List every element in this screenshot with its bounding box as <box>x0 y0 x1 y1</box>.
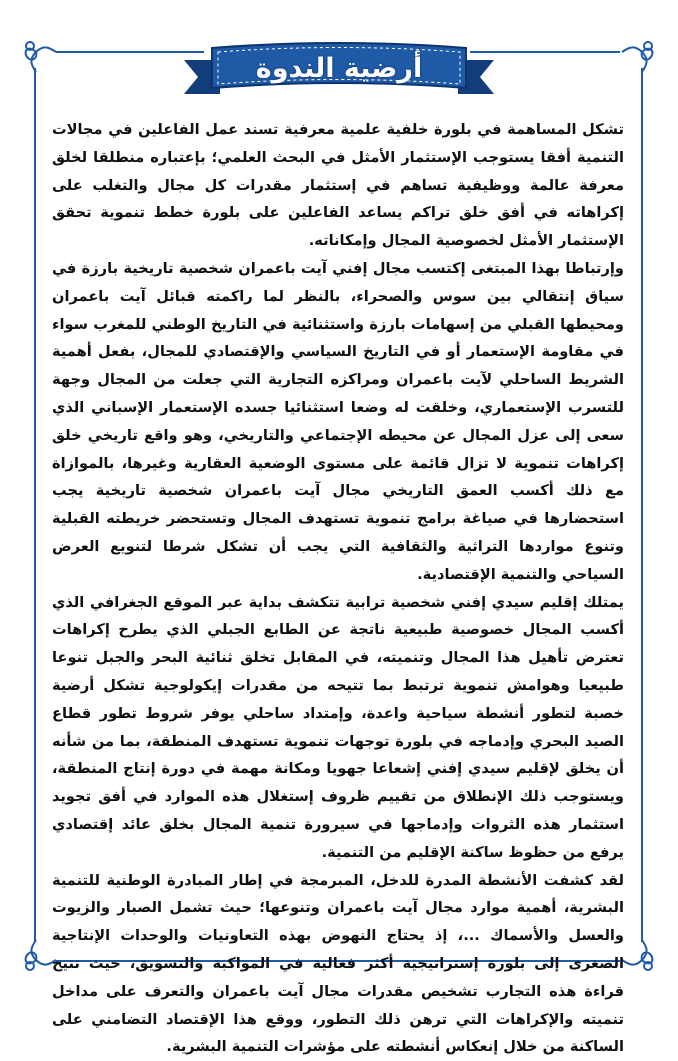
paragraph-3: يمتلك إقليم سيدي إفني شخصية ترابية تتكشف بداية عبر الموقع الجغرافي الذي أكسب المجال خصوصية طبيعية ناتجة عن الطابع الجبلي الذي يطرح إكراهات تعترض تأهيل هذا المجال وتنميته، في المقابل تخلق ثنائية البحر والجبل تنوعا طبيعيا وهوامش تنموية ترتبط بما تتيحه من مقدرات إيكولوجية تشكل أرضية خصبة لتطور أنشطة سياحية واعدة، وإمتداد ساحلي يوفر شروط تطور قطاع الصيد البحري وإدماجه في بلورة توجهات تنموية تستهدف المنطقة، بما من شأنه أن يخلق لإقليم سيدي إفني إشعاعا جهويا ومكانة مهمة في دورة إنتاج المنطقة، ويستوجب ذلك الإنطلاق من تقييم ظروف إستغلال هذه الموارد في أفق تجويد استثمار هذه الثروات وإدماجها في سيرورة تنمية المجال بخلق عائد إقتصادي يرفع من حظوظ ساكنة الإقليم من التنمية. <box>52 593 624 861</box>
corner-ornament-top-left-icon <box>14 30 58 74</box>
corner-ornament-top-right-icon <box>620 30 664 74</box>
body-text <box>52 116 624 1061</box>
title-banner <box>184 38 494 106</box>
frame-left-line <box>34 68 36 942</box>
frame-top-left-line <box>56 51 204 53</box>
frame-right-line <box>641 68 643 942</box>
paragraph-4: لقد كشفت الأنشطة المدرة للدخل، المبرمجة في إطار المبادرة الوطنية للتنمية البشرية، أهمية موارد مجال آيت باعمران وتنوعها؛ حيث تشمل الصبار والزيوت والعسل والأسماك ...، إذ يحتاج النهوض بهذه التعاونيات والوحدات الإنتاجية الصغرى إلى بلورة إستراتيجية أكثر فعالية في المواكبة والتسويق، حيث تتيح قراءة هذه التجارب تشخيص مقدرات مجال آيت باعمران والتعرف على مداخل تنميته والإكراهات التي ترهن ذلك التطور، ووقع هذا الإقتصاد التضامني على الساكنة من خلال إنعكاس أنشطته على مؤشرات التنمية البشرية. <box>52 871 624 1056</box>
corner-ornament-bottom-right-icon <box>620 938 664 982</box>
page-title: أرضية الندوة <box>255 53 423 84</box>
paragraph-2: وإرتباطا بهذا المبتغى إكتسب مجال إفني آيت باعمران شخصية تاريخية بارزة في سياق إنتقالي بين سوس والصحراء، بالنظر لما راكمته قبائل آيت باعمران ومحيطها القبلي من إسهامات بارزة واستثنائية في التاريخ الوطني للمغرب سواء في مقاومة الإستعمار أو في التاريخ السياسي والإقتصادي للمجال، بفعل أهمية الشريط الساحلي لآيت باعمران ومراكزه التجارية التي جعلت من المجال وجهة للتسرب الإستعماري، وخلقت له وضعا استثنائيا جسده الإستعمار الإسباني الذي سعى إلى عزل المجال عن محيطه الإجتماعي والتاريخي، وهو واقع تاريخي خلق إكراهات تنموية لا تزال قائمة على مستوى الوضعية العقارية وغيرها، بالموازاة مع ذلك أكسب العمق التاريخي مجال آيت باعمران شخصية تاريخية يجب استحضارها في صياغة برامج تنموية تستهدف المجال وتستحضر خريطته القبلية وتنوع مواردها التراثية والثقافية التي يجب أن تشكل شرطا لتنويع العرض السياحي والتنمية الإقتصادية. <box>52 259 624 583</box>
paragraph-1: تشكل المساهمة في بلورة خلفية علمية معرفية تسند عمل الفاعلين في مجالات التنمية أفقا يستوجب الإستثمار الأمثل في البحث العلمي؛ بإعتباره منطلقا لخلق معرفة عالمة ووظيفية تساهم في إستثمار مقدرات كل مجال والتغلب على إكراهاته في أفق خلق تراكم يساعد الفاعلين على بلورة خطط تنموية تحقق الإستثمار الأمثل لخصوصية المجال وإمكاناته. <box>52 121 624 250</box>
